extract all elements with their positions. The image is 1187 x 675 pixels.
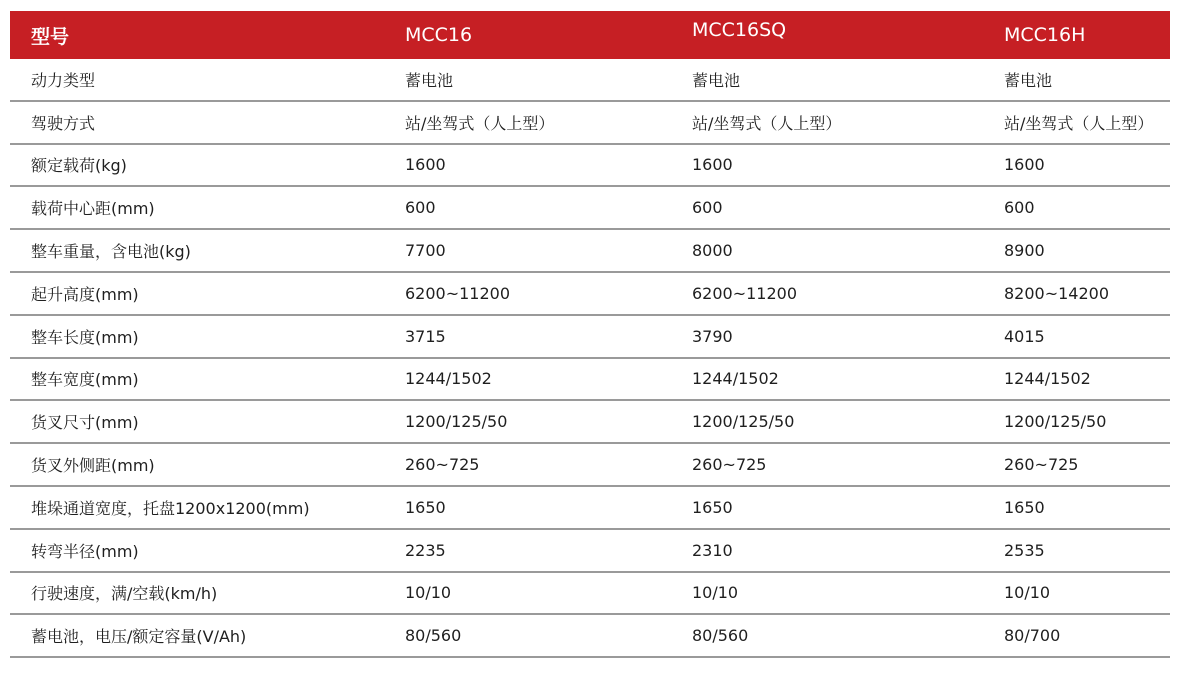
cell-mcc16sq: 站/坐驾式（人上型） bbox=[692, 113, 842, 133]
row-label: 转弯半径(mm) bbox=[31, 541, 139, 561]
cell-mcc16sq: 80/560 bbox=[692, 626, 749, 646]
table-row bbox=[10, 530, 1170, 573]
cell-mcc16sq: 6200~11200 bbox=[692, 283, 798, 303]
cell-mcc16: 蓄电池 bbox=[405, 70, 454, 90]
cell-mcc16: 1244/1502 bbox=[405, 369, 492, 389]
row-label: 整车重量，含电池(kg) bbox=[31, 242, 191, 262]
table-row bbox=[10, 401, 1170, 444]
table-row bbox=[10, 273, 1170, 316]
spec-table bbox=[10, 11, 1170, 658]
cell-mcc16h: 8200~14200 bbox=[1004, 283, 1110, 303]
cell-mcc16sq: 1650 bbox=[692, 497, 733, 517]
table-row bbox=[10, 573, 1170, 616]
cell-mcc16: 1650 bbox=[405, 497, 446, 517]
table-row bbox=[10, 359, 1170, 402]
cell-mcc16: 1600 bbox=[405, 155, 446, 175]
cell-mcc16h: 1600 bbox=[1004, 155, 1045, 175]
table-row bbox=[10, 487, 1170, 530]
cell-mcc16: 站/坐驾式（人上型） bbox=[405, 113, 555, 133]
header-cell-mcc16h: MCC16H bbox=[1004, 24, 1086, 46]
cell-mcc16: 7700 bbox=[405, 241, 446, 261]
cell-mcc16sq: 10/10 bbox=[692, 583, 739, 603]
cell-mcc16: 10/10 bbox=[405, 583, 452, 603]
cell-mcc16h: 600 bbox=[1004, 198, 1035, 218]
cell-mcc16h: 4015 bbox=[1004, 326, 1045, 346]
row-label: 蓄电池，电压/额定容量(V/Ah) bbox=[31, 627, 247, 647]
row-label: 堆垛通道宽度，托盘1200x1200(mm) bbox=[31, 498, 310, 518]
cell-mcc16: 600 bbox=[405, 198, 436, 218]
cell-mcc16: 80/560 bbox=[405, 626, 462, 646]
row-label: 整车长度(mm) bbox=[31, 327, 139, 347]
row-label: 载荷中心距(mm) bbox=[31, 199, 155, 219]
cell-mcc16: 260~725 bbox=[405, 455, 480, 475]
table-row bbox=[10, 230, 1170, 273]
cell-mcc16sq: 1244/1502 bbox=[692, 369, 779, 389]
cell-mcc16: 2235 bbox=[405, 540, 446, 560]
cell-mcc16sq: 1200/125/50 bbox=[692, 412, 795, 432]
row-label: 动力类型 bbox=[31, 70, 96, 90]
cell-mcc16h: 10/10 bbox=[1004, 583, 1051, 603]
header-cell-mcc16: MCC16 bbox=[405, 24, 473, 46]
cell-mcc16h: 1650 bbox=[1004, 497, 1045, 517]
cell-mcc16sq: 8000 bbox=[692, 241, 733, 261]
cell-mcc16sq: 260~725 bbox=[692, 455, 767, 475]
table-row bbox=[10, 187, 1170, 230]
table-row bbox=[10, 444, 1170, 487]
cell-mcc16h: 站/坐驾式（人上型） bbox=[1004, 113, 1154, 133]
cell-mcc16: 6200~11200 bbox=[405, 283, 511, 303]
row-label: 额定载荷(kg) bbox=[31, 156, 127, 176]
cell-mcc16h: 80/700 bbox=[1004, 626, 1061, 646]
header-cell-model: 型号 bbox=[31, 25, 70, 48]
cell-mcc16: 3715 bbox=[405, 326, 446, 346]
cell-mcc16h: 2535 bbox=[1004, 540, 1045, 560]
cell-mcc16h: 1244/1502 bbox=[1004, 369, 1091, 389]
table-row bbox=[10, 316, 1170, 359]
row-label: 货叉尺寸(mm) bbox=[31, 413, 139, 433]
row-label: 行驶速度，满/空载(km/h) bbox=[31, 584, 218, 604]
row-label: 驾驶方式 bbox=[31, 113, 96, 133]
cell-mcc16sq: 600 bbox=[692, 198, 723, 218]
table-row bbox=[10, 145, 1170, 188]
row-label: 整车宽度(mm) bbox=[31, 370, 139, 390]
cell-mcc16h: 260~725 bbox=[1004, 455, 1079, 475]
row-label: 起升高度(mm) bbox=[31, 284, 139, 304]
row-label: 货叉外侧距(mm) bbox=[31, 456, 155, 476]
header-cell-mcc16sq: MCC16SQ bbox=[692, 19, 787, 41]
cell-mcc16h: 1200/125/50 bbox=[1004, 412, 1107, 432]
table-row bbox=[10, 102, 1170, 145]
cell-mcc16h: 8900 bbox=[1004, 241, 1045, 261]
cell-mcc16: 1200/125/50 bbox=[405, 412, 508, 432]
cell-mcc16h: 蓄电池 bbox=[1004, 70, 1053, 90]
cell-mcc16sq: 1600 bbox=[692, 155, 733, 175]
cell-mcc16sq: 2310 bbox=[692, 540, 733, 560]
table-header-row bbox=[10, 11, 1170, 59]
cell-mcc16sq: 3790 bbox=[692, 326, 733, 346]
cell-mcc16sq: 蓄电池 bbox=[692, 70, 741, 90]
table-row bbox=[10, 59, 1170, 102]
table-row bbox=[10, 615, 1170, 658]
